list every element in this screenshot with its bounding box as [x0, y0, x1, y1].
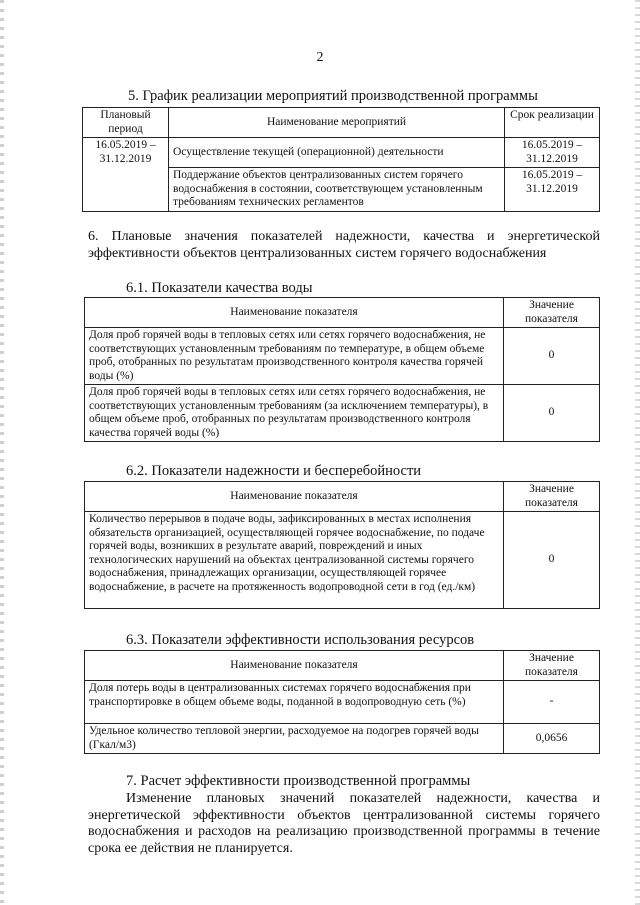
section5-heading: 5. График реализации мероприятий производственной программы: [128, 88, 538, 104]
column-header: Наименование показателя: [85, 651, 504, 681]
table-row: [85, 681, 600, 724]
resource-efficiency-table: [84, 650, 600, 754]
scan-edge-right: [635, 0, 640, 905]
subsection-6-3-heading: 6.3. Показатели эффективности использования ресурсов: [126, 632, 475, 648]
indicator-value-cell: 0: [504, 328, 600, 385]
event-term-cell: 16.05.2019 – 31.12.2019: [505, 168, 600, 212]
event-term-cell: 16.05.2019 – 31.12.2019: [505, 138, 600, 168]
table-row: [85, 385, 600, 442]
table-row: [83, 138, 600, 168]
scan-edge-left: [0, 0, 4, 905]
section6-heading: 6. Плановые значения показателей надежности, качества и энергетической эффективности объектов централизованных систем горячего водоснабжения: [88, 229, 600, 261]
indicator-name-cell: Доля потерь воды в централизованных системах горячего водоснабжения при транспортировке в общем объеме воды, поданной в водопроводную сеть (%): [85, 681, 504, 724]
section7-text: Изменение плановых значений показателей надежности, качества и энергетической эффективности объектов централизованной системы горячего водоснабжения и расходов на реализацию производственной программы в течение срока ее действия не планируется.: [88, 791, 600, 856]
indicator-name-cell: Доля проб горячей воды в тепловых сетях или сетях горячего водоснабжения, не соответствующих установленным требованиям (за исключением температуры), в общем объеме проб, отобранных по результатам производственного контроля качества горячей воды (%): [85, 385, 504, 442]
column-header: Значение показателя: [504, 298, 600, 328]
table-row: [85, 328, 600, 385]
planned-period-cell: 16.05.2019 – 31.12.2019: [83, 138, 169, 212]
indicator-name-cell: Доля проб горячей воды в тепловых сетях или сетях горячего водоснабжения, не соответствующих установленным требованиям по температуре, в общем объеме проб, отобранных по результатам производственного контроля качества горячей воды (%): [85, 328, 504, 385]
reliability-table: [84, 481, 600, 609]
column-header: Наименование показателя: [85, 482, 504, 512]
section7-heading: 7. Расчет эффективности производственной программы: [126, 773, 471, 789]
table-header-row: [85, 482, 600, 512]
indicator-name-cell: Количество перерывов в подаче воды, зафиксированных в местах исполнения обязательств организацией, осуществляющей горячее водоснабжение, по подаче горячей воды, возникших в результате аварий, повреждений и иных технологических нарушений на объектах централизованной системы горячего водоснабжения, принадлежащих организации, осуществляющей горячее водоснабжение, в расчете на протяженность водопроводной сети в год (ед./км): [85, 512, 504, 609]
subsection-6-2-heading: 6.2. Показатели надежности и бесперебойности: [126, 463, 422, 479]
column-header: Значение показателя: [504, 651, 600, 681]
column-header: Наименование мероприятий: [169, 108, 505, 138]
water-quality-table: [84, 297, 600, 442]
indicator-value-cell: 0: [504, 385, 600, 442]
indicator-value-cell: 0: [504, 512, 600, 609]
column-header: Значение показателя: [504, 482, 600, 512]
indicator-name-cell: Удельное количество тепловой энергии, расходуемое на подогрев горячей воды (Гкал/м3): [85, 724, 504, 754]
table-header-row: [85, 651, 600, 681]
event-name-cell: Осуществление текущей (операционной) деятельности: [169, 138, 505, 168]
indicator-value-cell: 0,0656: [504, 724, 600, 754]
table-row: [85, 512, 600, 609]
event-name-cell: Поддержание объектов централизованных систем горячего водоснабжения в состоянии, соответствующем установленным требованиям технических регламентов: [169, 168, 505, 212]
schedule-table: [82, 107, 600, 212]
column-header: Плановый период: [83, 108, 169, 138]
table-row: [85, 724, 600, 754]
indicator-value-cell: -: [504, 681, 600, 724]
column-header: Наименование показателя: [85, 298, 504, 328]
table-header-row: [85, 298, 600, 328]
table-header-row: [83, 108, 600, 138]
subsection-6-1-heading: 6.1. Показатели качества воды: [126, 280, 313, 296]
page-number: 2: [316, 50, 324, 65]
column-header: Срок реализации: [505, 108, 600, 138]
